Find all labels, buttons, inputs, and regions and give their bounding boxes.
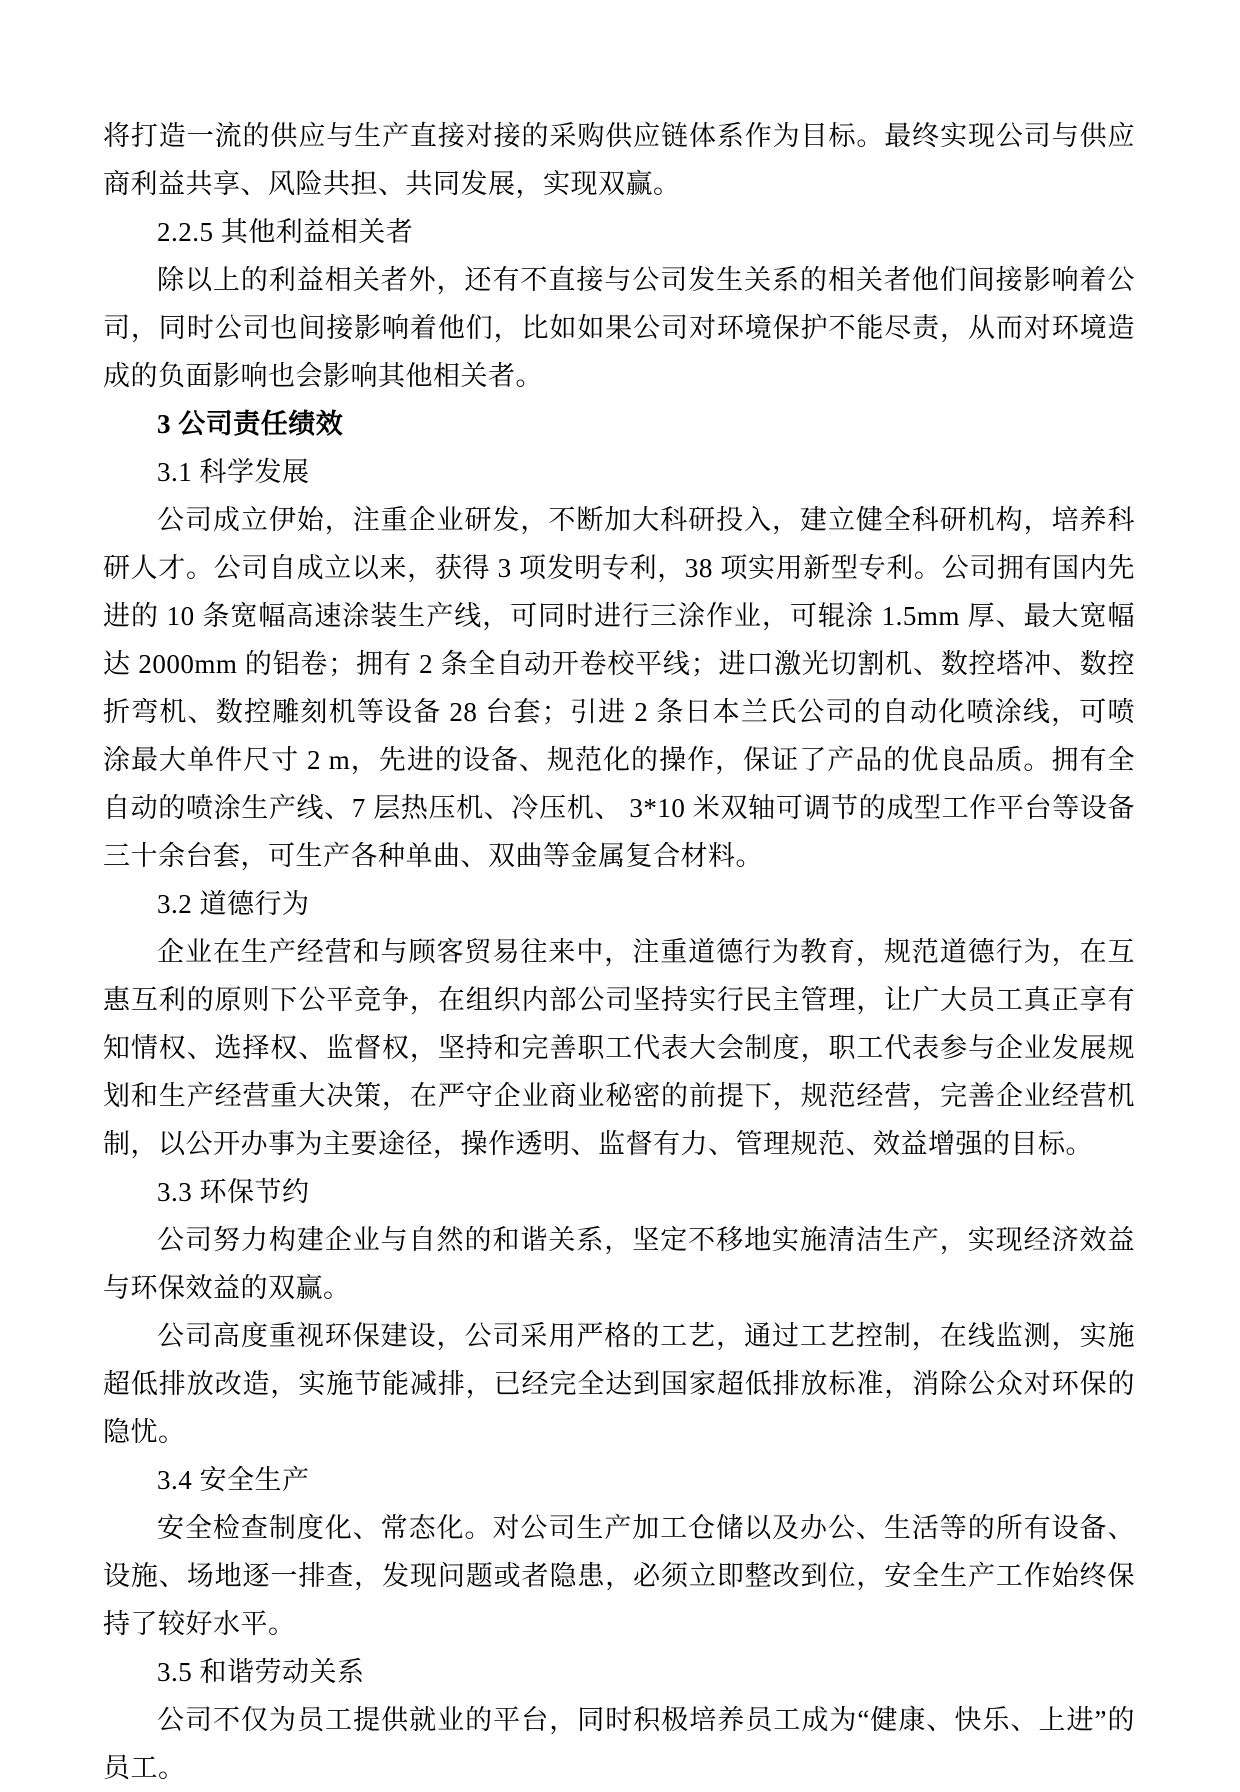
section-heading: 3.5 和谐劳动关系: [157, 1657, 365, 1687]
section-heading: 2.2.5 其他利益相关者: [157, 217, 414, 247]
paragraph: 除以上的利益相关者外，还有不直接与公司发生关系的相关者他们间接影响着公司，同时公司也间接影响着他们，比如如果公司对环境保护不能尽责，从而对环境造成的负面影响也会影响其他相关者。: [103, 265, 1135, 391]
paragraph: 公司高度重视环保建设，公司采用严格的工艺，通过工艺控制，在线监测，实施超低排放改造，实施节能减排，已经完全达到国家超低排放标准，消除公众对环保的隐忧。: [103, 1321, 1135, 1447]
section-heading: 3.4 安全生产: [157, 1465, 310, 1495]
section-heading: 3.1 科学发展: [157, 457, 310, 487]
document-body: [103, 112, 1135, 1792]
paragraph: 公司努力构建企业与自然的和谐关系，坚定不移地实施清洁生产，实现经济效益与环保效益的双赢。: [103, 1225, 1135, 1303]
section-heading: 3.2 道德行为: [157, 889, 310, 919]
paragraph: 公司成立伊始，注重企业研发，不断加大科研投入，建立健全科研机构，培养科研人才。公司自成立以来，获得 3 项发明专利，38 项实用新型专利。公司拥有国内先进的 10 条宽幅高速涂装生产线，可同时进行三涂作业，可辊涂 1.5mm 厚、最大宽幅达 2000mm 的铝卷；拥有 2 条全自动开卷校平线；进口激光切割机、数控塔冲、数控折弯机、数控雕刻机等设备 28 台套；引进 2 条日本兰氏公司的自动化喷涂线，可喷涂最大单件尺寸 2 m，先进的设备、规范化的操作，保证了产品的优良品质。拥有全自动的喷涂生产线、7 层热压机、冷压机、 3*10 米双轴可调节的成型工作平台等设备三十余台套，可生产各种单曲、双曲等金属复合材料。: [103, 505, 1135, 871]
paragraph: 公司不仅为员工提供就业的平台，同时积极培养员工成为“健康、快乐、上进”的员工。: [103, 1705, 1135, 1783]
paragraph: 企业在生产经营和与顾客贸易往来中，注重道德行为教育，规范道德行为，在互惠互利的原则下公平竞争，在组织内部公司坚持实行民主管理，让广大员工真正享有知情权、选择权、监督权，坚持和完善职工代表大会制度，职工代表参与企业发展规划和生产经营重大决策，在严守企业商业秘密的前提下，规范经营，完善企业经营机制，以公开办事为主要途径，操作透明、监督有力、管理规范、效益增强的目标。: [103, 937, 1135, 1159]
paragraph: 将打造一流的供应与生产直接对接的采购供应链体系作为目标。最终实现公司与供应商利益共享、风险共担、共同发展，实现双赢。: [103, 121, 1135, 199]
section-heading: 3 公司责任绩效: [157, 409, 344, 439]
section-heading: 3.3 环保节约: [157, 1177, 310, 1207]
paragraph: 安全检查制度化、常态化。对公司生产加工仓储以及办公、生活等的所有设备、设施、场地逐一排查，发现问题或者隐患，必须立即整改到位，安全生产工作始终保持了较好水平。: [103, 1513, 1135, 1639]
